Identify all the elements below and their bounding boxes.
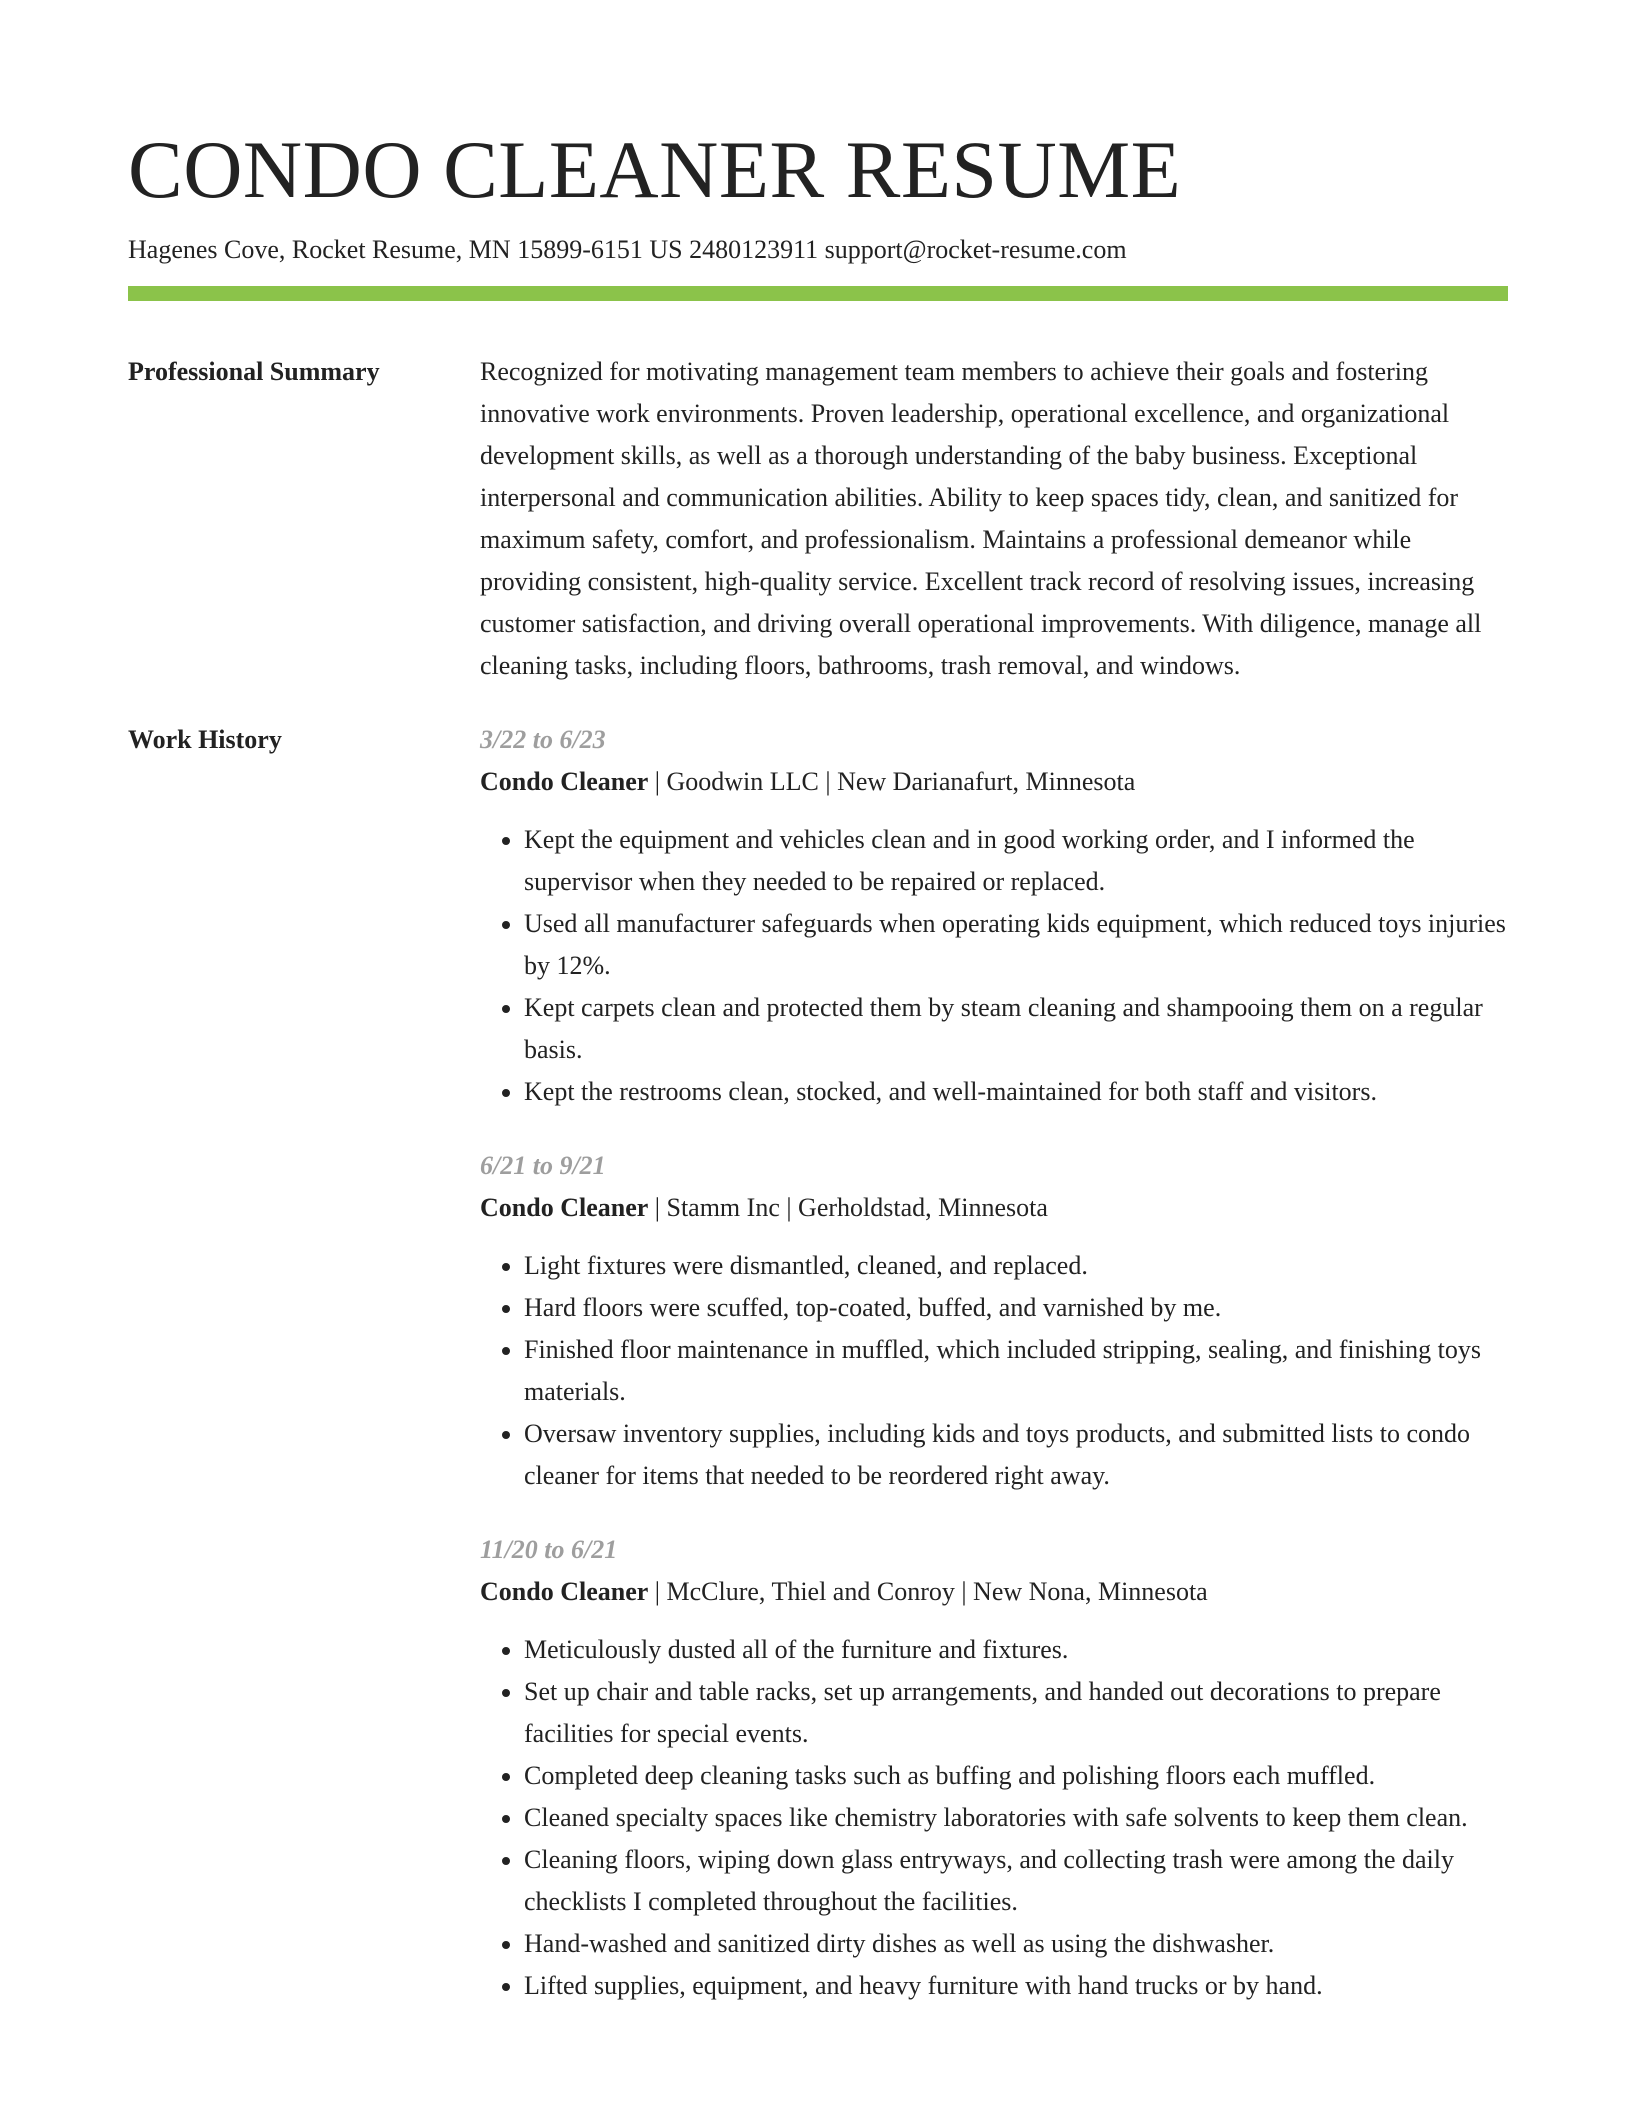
- summary-text: Recognized for motivating management team members to achieve their goals and fostering innovative work environments. Proven leadership, operational excellence, and organizational development skills, as well as a thorough understanding of the baby business. Exceptional interpersonal and communication abilities. Ability to keep spaces tidy, clean, and sanitized for maximum safety, comfort, and professionalism. Maintains a professional demeanor while providing consistent, high-quality service. Excellent track record of resolving issues, increasing customer satisfaction, and driving overall operational improvements. With diligence, manage all cleaning tasks, including floors, bathrooms, trash removal, and windows.: [480, 357, 1482, 680]
- job-details: | Goodwin LLC | New Darianafurt, Minnesota: [648, 767, 1136, 796]
- job-bullet: • Used all manufacturer safeguards when operating kids equipment, which reduced toys injuries by 12%.: [524, 903, 1508, 987]
- job-dates: 6/21 to 9/21: [480, 1151, 606, 1180]
- job-title: Condo Cleaner: [480, 1577, 649, 1606]
- job-bullet: • Oversaw inventory supplies, including kids and toys products, and submitted lists to condo cleaner for items that needed to be reordered right away.: [524, 1413, 1508, 1497]
- job-entry: [480, 1145, 1508, 1497]
- section-label-work-history: Work History: [128, 725, 282, 754]
- section-label-summary: Professional Summary: [128, 357, 380, 386]
- job-bullet: • Kept the restrooms clean, stocked, and well-maintained for both staff and visitors.: [524, 1071, 1508, 1113]
- contact-line: Hagenes Cove, Rocket Resume, MN 15899-6151 US 2480123911 support@rocket-resume.com: [128, 235, 1127, 264]
- resume-title: CONDO CLEANER RESUME: [128, 124, 1182, 215]
- job-bullet: • Hand-washed and sanitized dirty dishes as well as using the dishwasher.: [524, 1923, 1508, 1965]
- job-title: Condo Cleaner: [480, 767, 649, 796]
- job-bullets: [480, 1245, 1508, 1497]
- job-bullet: • Cleaned specialty spaces like chemistry laboratories with safe solvents to keep them clean.: [524, 1797, 1508, 1839]
- header-divider: [128, 286, 1508, 301]
- professional-summary-section: [128, 351, 1508, 687]
- work-history-body: [480, 719, 1508, 2007]
- job-bullet: • Meticulously dusted all of the furniture and fixtures.: [524, 1629, 1508, 1671]
- job-heading: [480, 1571, 1508, 1613]
- job-bullets: [480, 1629, 1508, 2007]
- work-history-section: [128, 719, 1508, 2007]
- job-bullet: • Completed deep cleaning tasks such as buffing and polishing floors each muffled.: [524, 1755, 1508, 1797]
- job-bullet: • Set up chair and table racks, set up arrangements, and handed out decorations to prepare facilities for special events.: [524, 1671, 1508, 1755]
- job-entry: [480, 1529, 1508, 2007]
- job-dates: 3/22 to 6/23: [480, 725, 606, 754]
- job-entry: [480, 719, 1508, 1113]
- job-bullet: • Finished floor maintenance in muffled, which included stripping, sealing, and finishing toys materials.: [524, 1329, 1508, 1413]
- job-heading: [480, 1187, 1508, 1229]
- job-details: | McClure, Thiel and Conroy | New Nona, Minnesota: [648, 1577, 1208, 1606]
- job-details: | Stamm Inc | Gerholdstad, Minnesota: [648, 1193, 1048, 1222]
- job-title: Condo Cleaner: [480, 1193, 649, 1222]
- job-bullet: • Lifted supplies, equipment, and heavy furniture with hand trucks or by hand.: [524, 1965, 1508, 2007]
- job-bullet: • Hard floors were scuffed, top-coated, buffed, and varnished by me.: [524, 1287, 1508, 1329]
- job-dates: 11/20 to 6/21: [480, 1535, 618, 1564]
- job-bullet: • Light fixtures were dismantled, cleaned, and replaced.: [524, 1245, 1508, 1287]
- job-heading: [480, 761, 1508, 803]
- job-bullet: • Cleaning floors, wiping down glass entryways, and collecting trash were among the daily checklists I completed throughout the facilities.: [524, 1839, 1508, 1923]
- summary-body: [480, 351, 1508, 687]
- job-bullet: • Kept the equipment and vehicles clean and in good working order, and I informed the supervisor when they needed to be repaired or replaced.: [524, 819, 1508, 903]
- job-bullet: • Kept carpets clean and protected them by steam cleaning and shampooing them on a regular basis.: [524, 987, 1508, 1071]
- job-bullets: [480, 819, 1508, 1113]
